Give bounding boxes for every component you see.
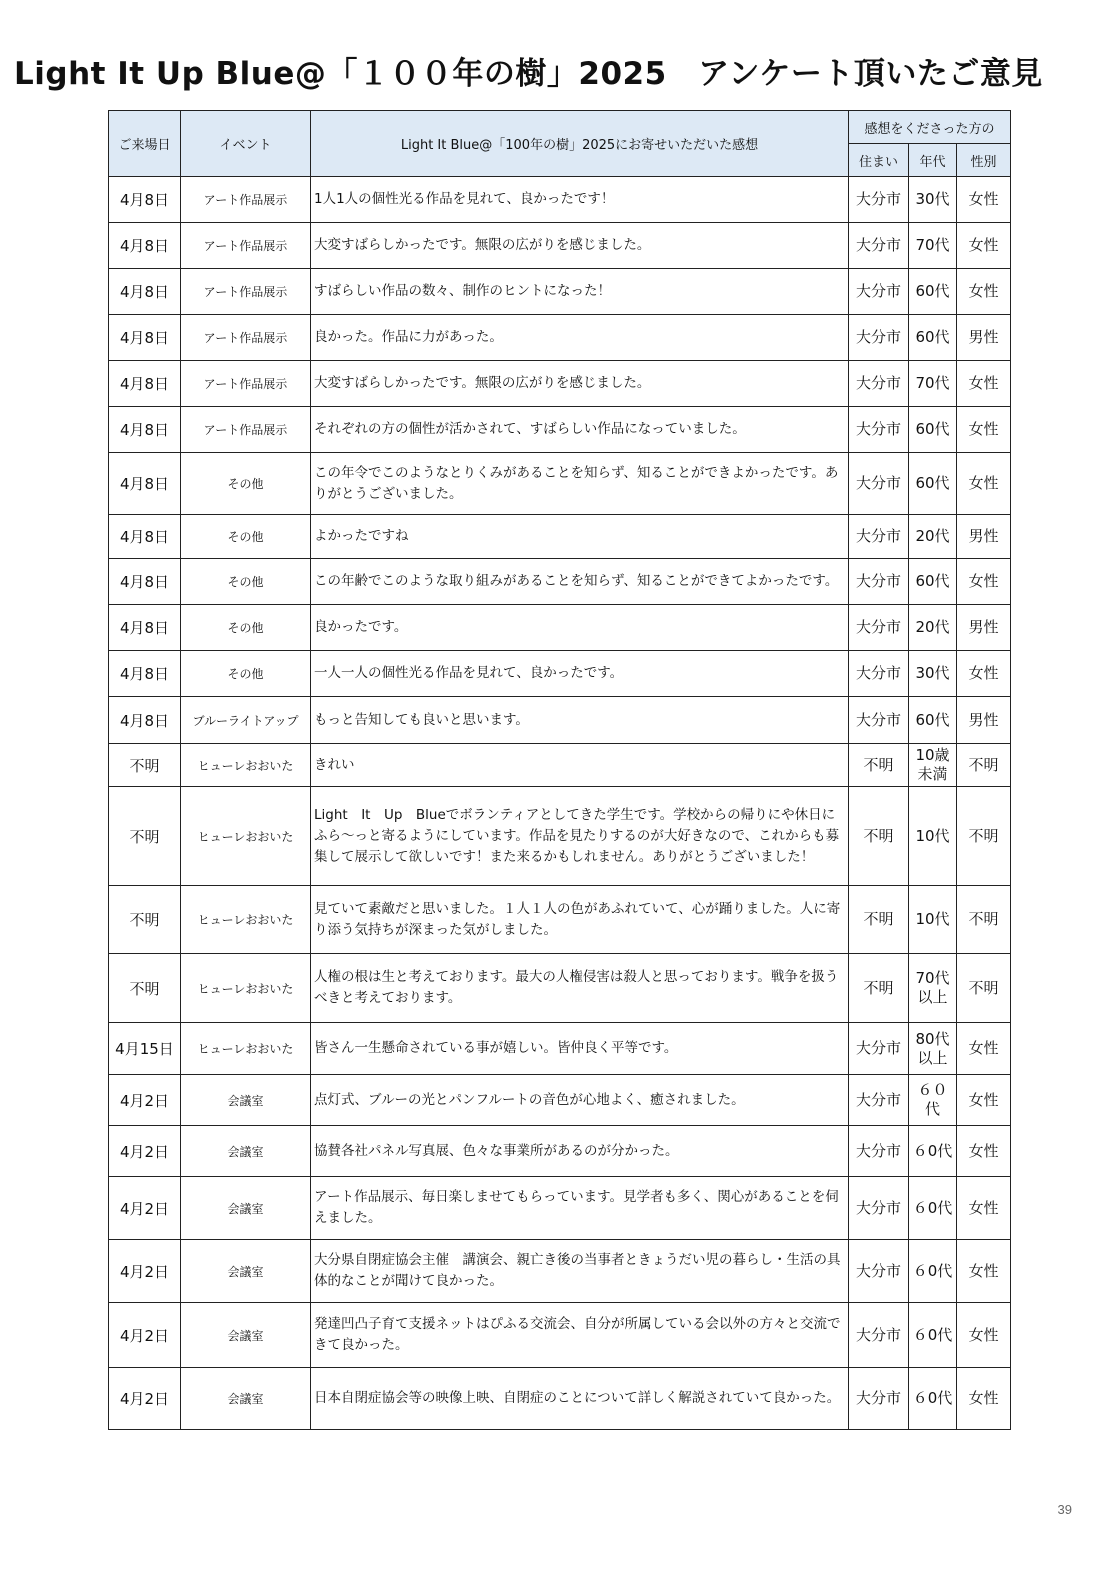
row-gender: 不明 bbox=[957, 744, 1011, 787]
row-comment: 皆さん一生懸命されている事が嬉しい。皆仲良く平等です。 bbox=[311, 1023, 849, 1075]
table-row bbox=[109, 559, 1011, 605]
row-event: その他 bbox=[181, 651, 311, 697]
row-gender: 不明 bbox=[957, 954, 1011, 1023]
row-date: 4月8日 bbox=[109, 453, 181, 515]
row-event: その他 bbox=[181, 559, 311, 605]
table-row bbox=[109, 269, 1011, 315]
table-row bbox=[109, 453, 1011, 515]
row-gender: 不明 bbox=[957, 787, 1011, 886]
table-row bbox=[109, 1303, 1011, 1368]
row-comment: もっと告知しても良いと思います。 bbox=[311, 697, 849, 744]
row-comment: 一人一人の個性光る作品を見れて、良かったです。 bbox=[311, 651, 849, 697]
table-row bbox=[109, 1368, 1011, 1430]
row-residence: 大分市 bbox=[849, 605, 909, 651]
row-residence: 大分市 bbox=[849, 223, 909, 269]
row-residence: 不明 bbox=[849, 744, 909, 787]
row-age: 60代 bbox=[909, 697, 957, 744]
row-age: ６０代 bbox=[909, 1075, 957, 1126]
table-row bbox=[109, 361, 1011, 407]
row-event: ヒューレおおいた bbox=[181, 954, 311, 1023]
table-row bbox=[109, 223, 1011, 269]
row-gender: 男性 bbox=[957, 315, 1011, 361]
row-date: 4月8日 bbox=[109, 515, 181, 559]
row-event: ヒューレおおいた bbox=[181, 787, 311, 886]
row-age: ６0代 bbox=[909, 1126, 957, 1177]
row-residence: 大分市 bbox=[849, 361, 909, 407]
table-row bbox=[109, 697, 1011, 744]
row-residence: 大分市 bbox=[849, 515, 909, 559]
row-date: 4月8日 bbox=[109, 361, 181, 407]
row-event: その他 bbox=[181, 515, 311, 559]
row-gender: 女性 bbox=[957, 453, 1011, 515]
row-age: 70代以上 bbox=[909, 954, 957, 1023]
row-age: 30代 bbox=[909, 177, 957, 223]
row-comment: この年令でこのようなとりくみがあることを知らず、知ることができよかったです。ありがとうございました。 bbox=[311, 453, 849, 515]
table-row bbox=[109, 315, 1011, 361]
row-date: 4月15日 bbox=[109, 1023, 181, 1075]
row-date: 4月8日 bbox=[109, 315, 181, 361]
row-event: アート作品展示 bbox=[181, 269, 311, 315]
table-row bbox=[109, 787, 1011, 886]
row-event: その他 bbox=[181, 453, 311, 515]
row-comment: 良かったです。 bbox=[311, 605, 849, 651]
row-gender: 女性 bbox=[957, 651, 1011, 697]
row-gender: 女性 bbox=[957, 407, 1011, 453]
table-row bbox=[109, 605, 1011, 651]
row-residence: 大分市 bbox=[849, 1177, 909, 1240]
row-gender: 女性 bbox=[957, 269, 1011, 315]
row-date: 不明 bbox=[109, 744, 181, 787]
row-gender: 男性 bbox=[957, 605, 1011, 651]
row-date: 4月2日 bbox=[109, 1240, 181, 1303]
row-date: 4月8日 bbox=[109, 177, 181, 223]
row-residence: 大分市 bbox=[849, 1075, 909, 1126]
row-date: 4月2日 bbox=[109, 1303, 181, 1368]
row-residence: 大分市 bbox=[849, 453, 909, 515]
row-comment: きれい bbox=[311, 744, 849, 787]
row-event: ブルーライトアップ bbox=[181, 697, 311, 744]
row-age: ６0代 bbox=[909, 1240, 957, 1303]
row-event: 会議室 bbox=[181, 1075, 311, 1126]
row-age: 10歳未満 bbox=[909, 744, 957, 787]
table-row bbox=[109, 1023, 1011, 1075]
row-event: ヒューレおおいた bbox=[181, 886, 311, 954]
page-number: 39 bbox=[1057, 1502, 1072, 1517]
row-age: 70代 bbox=[909, 223, 957, 269]
row-date: 4月8日 bbox=[109, 651, 181, 697]
table-row bbox=[109, 886, 1011, 954]
row-residence: 大分市 bbox=[849, 177, 909, 223]
table-row bbox=[109, 407, 1011, 453]
row-age: 30代 bbox=[909, 651, 957, 697]
table-row bbox=[109, 1240, 1011, 1303]
row-comment: 大変すばらしかったです。無限の広がりを感じました。 bbox=[311, 361, 849, 407]
survey-table bbox=[108, 110, 1011, 1430]
row-age: 20代 bbox=[909, 515, 957, 559]
header-age: 年代 bbox=[909, 144, 957, 177]
row-event: アート作品展示 bbox=[181, 407, 311, 453]
row-residence: 大分市 bbox=[849, 407, 909, 453]
header-residence: 住まい bbox=[849, 144, 909, 177]
row-date: 不明 bbox=[109, 787, 181, 886]
row-residence: 大分市 bbox=[849, 1303, 909, 1368]
row-gender: 女性 bbox=[957, 177, 1011, 223]
row-gender: 女性 bbox=[957, 1126, 1011, 1177]
page-title: Light It Up Blue@「１００年の樹」2025 アンケート頂いたご意見 bbox=[14, 56, 1043, 92]
row-comment: すばらしい作品の数々、制作のヒントになった！ bbox=[311, 269, 849, 315]
header-gender: 性別 bbox=[957, 144, 1011, 177]
row-age: 10代 bbox=[909, 787, 957, 886]
row-residence: 大分市 bbox=[849, 651, 909, 697]
row-event: 会議室 bbox=[181, 1126, 311, 1177]
table-row bbox=[109, 954, 1011, 1023]
table-row bbox=[109, 1075, 1011, 1126]
row-event: ヒューレおおいた bbox=[181, 1023, 311, 1075]
row-date: 4月2日 bbox=[109, 1075, 181, 1126]
table-row bbox=[109, 1126, 1011, 1177]
row-event: アート作品展示 bbox=[181, 177, 311, 223]
row-comment: 発達凹凸子育て支援ネットはぴふる交流会、自分が所属している会以外の方々と交流できて良かった。 bbox=[311, 1303, 849, 1368]
row-residence: 大分市 bbox=[849, 1368, 909, 1430]
row-comment: 日本自閉症協会等の映像上映、自閉症のことについて詳しく解説されていて良かった。 bbox=[311, 1368, 849, 1430]
row-date: 4月8日 bbox=[109, 697, 181, 744]
table-row bbox=[109, 177, 1011, 223]
row-residence: 大分市 bbox=[849, 1126, 909, 1177]
table-row bbox=[109, 1177, 1011, 1240]
row-residence: 大分市 bbox=[849, 1023, 909, 1075]
row-date: 4月8日 bbox=[109, 407, 181, 453]
row-comment: 点灯式、ブルーの光とパンフルートの音色が心地よく、癒されました。 bbox=[311, 1075, 849, 1126]
table-row bbox=[109, 744, 1011, 787]
row-age: ６0代 bbox=[909, 1303, 957, 1368]
row-event: 会議室 bbox=[181, 1303, 311, 1368]
row-gender: 女性 bbox=[957, 1075, 1011, 1126]
row-comment: Light It Up Blueでボランティアとしてきた学生です。学校からの帰りにや休日にふら〜っと寄るようにしています。作品を見たりするのが大好きなので、これからも募集して展示して欲しいです！また来るかもしれません。ありがとうございました！ bbox=[311, 787, 849, 886]
row-gender: 女性 bbox=[957, 223, 1011, 269]
row-age: 60代 bbox=[909, 315, 957, 361]
table-row bbox=[109, 515, 1011, 559]
row-age: 60代 bbox=[909, 559, 957, 605]
row-event: その他 bbox=[181, 605, 311, 651]
row-comment: よかったですね bbox=[311, 515, 849, 559]
row-age: 60代 bbox=[909, 269, 957, 315]
row-gender: 女性 bbox=[957, 1023, 1011, 1075]
row-date: 不明 bbox=[109, 886, 181, 954]
row-gender: 女性 bbox=[957, 559, 1011, 605]
row-gender: 女性 bbox=[957, 1368, 1011, 1430]
row-date: 4月8日 bbox=[109, 559, 181, 605]
row-comment: 1人1人の個性光る作品を見れて、良かったです！ bbox=[311, 177, 849, 223]
row-event: アート作品展示 bbox=[181, 223, 311, 269]
row-age: 60代 bbox=[909, 407, 957, 453]
row-gender: 女性 bbox=[957, 1240, 1011, 1303]
header-date: ご来場日 bbox=[109, 111, 181, 177]
row-comment: 良かった。作品に力があった。 bbox=[311, 315, 849, 361]
table-row bbox=[109, 651, 1011, 697]
row-gender: 不明 bbox=[957, 886, 1011, 954]
row-age: ６0代 bbox=[909, 1368, 957, 1430]
header-comment: Light It Blue@「100年の樹」2025にお寄せいただいた感想 bbox=[311, 111, 849, 177]
row-gender: 女性 bbox=[957, 1177, 1011, 1240]
row-gender: 男性 bbox=[957, 515, 1011, 559]
row-residence: 不明 bbox=[849, 886, 909, 954]
row-residence: 大分市 bbox=[849, 269, 909, 315]
row-age: 70代 bbox=[909, 361, 957, 407]
row-age: 20代 bbox=[909, 605, 957, 651]
row-event: アート作品展示 bbox=[181, 361, 311, 407]
row-event: 会議室 bbox=[181, 1177, 311, 1240]
row-residence: 不明 bbox=[849, 787, 909, 886]
row-event: 会議室 bbox=[181, 1240, 311, 1303]
row-date: 4月8日 bbox=[109, 269, 181, 315]
row-date: 4月8日 bbox=[109, 223, 181, 269]
row-comment: この年齢でこのような取り組みがあることを知らず、知ることができてよかったです。 bbox=[311, 559, 849, 605]
row-event: ヒューレおおいた bbox=[181, 744, 311, 787]
row-comment: それぞれの方の個性が活かされて、すばらしい作品になっていました。 bbox=[311, 407, 849, 453]
row-date: 4月8日 bbox=[109, 605, 181, 651]
row-event: 会議室 bbox=[181, 1368, 311, 1430]
row-residence: 大分市 bbox=[849, 697, 909, 744]
table-header bbox=[109, 111, 1011, 177]
row-date: 4月2日 bbox=[109, 1177, 181, 1240]
row-comment: 大分県自閉症協会主催 講演会、親亡き後の当事者ときょうだい児の暮らし・生活の具体的なことが聞けて良かった。 bbox=[311, 1240, 849, 1303]
row-gender: 女性 bbox=[957, 361, 1011, 407]
row-gender: 男性 bbox=[957, 697, 1011, 744]
table-body bbox=[109, 177, 1011, 1430]
row-event: アート作品展示 bbox=[181, 315, 311, 361]
row-age: 60代 bbox=[909, 453, 957, 515]
row-age: ６0代 bbox=[909, 1177, 957, 1240]
row-residence: 大分市 bbox=[849, 315, 909, 361]
row-date: 4月2日 bbox=[109, 1126, 181, 1177]
row-age: 80代以上 bbox=[909, 1023, 957, 1075]
row-residence: 大分市 bbox=[849, 1240, 909, 1303]
row-date: 不明 bbox=[109, 954, 181, 1023]
row-residence: 不明 bbox=[849, 954, 909, 1023]
row-age: 10代 bbox=[909, 886, 957, 954]
row-comment: 人権の根は生と考えております。最大の人権侵害は殺人と思っております。戦争を扱うべきと考えております。 bbox=[311, 954, 849, 1023]
row-comment: アート作品展示、毎日楽しませてもらっています。見学者も多く、関心があることを伺えました。 bbox=[311, 1177, 849, 1240]
header-event: イベント bbox=[181, 111, 311, 177]
row-date: 4月2日 bbox=[109, 1368, 181, 1430]
row-residence: 大分市 bbox=[849, 559, 909, 605]
header-respondent-group: 感想をくださった方の bbox=[849, 111, 1011, 144]
row-gender: 女性 bbox=[957, 1303, 1011, 1368]
row-comment: 見ていて素敵だと思いました。１人１人の色があふれていて、心が踊りました。人に寄り添う気持ちが深まった気がしました。 bbox=[311, 886, 849, 954]
row-comment: 大変すばらしかったです。無限の広がりを感じました。 bbox=[311, 223, 849, 269]
row-comment: 協賛各社パネル写真展、色々な事業所があるのが分かった。 bbox=[311, 1126, 849, 1177]
